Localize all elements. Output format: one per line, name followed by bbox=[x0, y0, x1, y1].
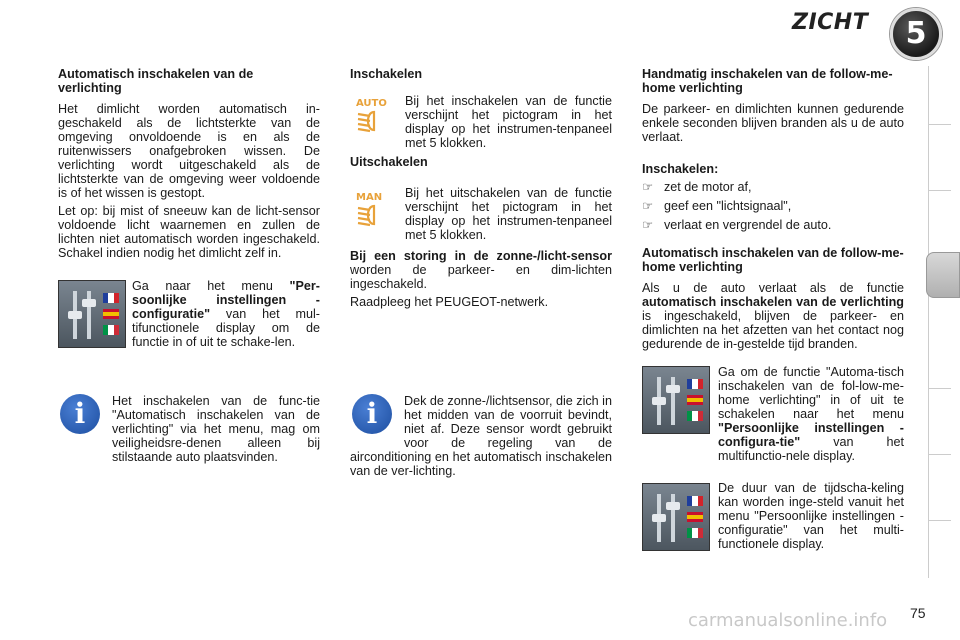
section-heading: Inschakelen bbox=[350, 67, 423, 81]
list-item: ☞ geef een "lichtsignaal", bbox=[642, 199, 792, 213]
page-header bbox=[0, 0, 960, 58]
manual-headlamp-icon bbox=[352, 188, 396, 230]
settings-menu-icon bbox=[642, 366, 710, 434]
menu-instruction: Ga om de functie "Automa-tisch inschakelen van de fol-low-me-home verlichting" in of uit te schakelen naar het menu "Persoonlijke instellingen - configura-tie" van het multifunctio-nele display. bbox=[718, 365, 904, 463]
sensor-note: Dek de zonne-/lichtsensor, die zich in het midden van de voorruit bevindt, niet af. Deze sensor wordt gebruikt voor de regeling van de airconditioning en het automatisch inschakelen van de ver-lichting. bbox=[350, 394, 612, 478]
on-description: Bij het inschakelen van de functie verschijnt het pictogram in het display op het instrumen-tenpaneel met 5 klokken. bbox=[405, 94, 612, 150]
off-heading-wrap bbox=[350, 155, 612, 173]
menu-instruction: Ga naar het menu "Per-soonlijke instellingen - configuratie" van het mul-tifunctionele display om de functie in of uit te schake-len. bbox=[132, 279, 320, 349]
svg-text:MAN: MAN bbox=[356, 192, 383, 203]
settings-menu-icon bbox=[642, 483, 710, 551]
chapter-number-badge: 5 bbox=[890, 8, 942, 60]
paragraph: De parkeer- en dimlichten kunnen gedurende enkele seconden blijven branden als u de auto verlaat. bbox=[642, 102, 904, 144]
section-heading: Handmatig inschakelen van de follow-me-home verlichting bbox=[642, 67, 893, 95]
settings-menu-icon bbox=[58, 280, 126, 348]
sensor-note-wrap bbox=[350, 394, 612, 478]
duration-note: De duur van de tijdscha-keling kan worden inge-steld vanuit het menu "Persoonlijke instellingen - configuratie" van het multi-functionele display. bbox=[718, 481, 904, 551]
watermark: carmanualsonline.info bbox=[688, 610, 888, 631]
info-icon: i bbox=[60, 394, 100, 434]
list-item: ☞ verlaat en vergrendel de auto. bbox=[642, 218, 832, 232]
paragraph: Als u de auto verlaat als de functie automatisch inschakelen van de verlichting is ingeschakeld, blijven de parkeer- en dimlichten na het afzetten van het contact nog gedurende de in-gestelde tijd branden. bbox=[642, 281, 904, 351]
off-description: Bij het uitschakelen van de functie verschijnt het pictogram in het display op het instrumen-tenpaneel met 5 klokken. bbox=[405, 186, 612, 242]
network-note: Raadpleeg het PEUGEOT-netwerk. bbox=[350, 295, 549, 309]
chapter-tabs bbox=[928, 66, 950, 578]
column-middle bbox=[350, 67, 612, 85]
paragraph: Let op: bij mist of sneeuw kan de licht-sensor voldoende licht waarnemen en zullen de lichten niet automatisch worden ingeschakeld. Schakel indien nodig het dimlicht zelf in. bbox=[58, 204, 320, 260]
section-heading: Uitschakelen bbox=[350, 155, 428, 169]
section-heading: Automatisch inschakelen van de follow-me-home verlichting bbox=[642, 246, 904, 274]
fault-paragraph: Bij een storing in de zonne-/licht-sensor worden de parkeer- en dim-lichten ingeschakeld. bbox=[350, 249, 612, 291]
list-item: ☞ zet de motor af, bbox=[642, 180, 752, 194]
page-number: 75 bbox=[910, 605, 926, 621]
column-left bbox=[58, 67, 320, 264]
paragraph: Het dimlicht worden automatisch in-geschakeld als de lichtsterkte van de omgeving onvoldoende is en als de ruitenwissers onafgebroken wissen. De verlichting wordt uitgeschakeld als de lichtsterkte van de omgeving weer voldoende is of het wissen is gestopt. bbox=[58, 102, 320, 200]
info-icon: i bbox=[352, 394, 392, 434]
section-heading: Automatisch inschakelen van de verlichting bbox=[58, 67, 254, 95]
column-right bbox=[642, 67, 904, 355]
chapter-title: ZICHT bbox=[792, 10, 869, 35]
info-note: Het inschakelen van de func-tie "Automatisch inschakelen van de verlichting" via het menu, mag om veiligheidsre-denen alleen bij stilstaande auto plaatsvinden. bbox=[112, 394, 320, 464]
chapter-tab-active[interactable] bbox=[926, 252, 960, 298]
svg-text:AUTO: AUTO bbox=[356, 98, 387, 109]
auto-headlamp-icon bbox=[352, 94, 396, 136]
steps-heading: Inschakelen: bbox=[642, 162, 719, 176]
fault-section bbox=[350, 249, 612, 313]
